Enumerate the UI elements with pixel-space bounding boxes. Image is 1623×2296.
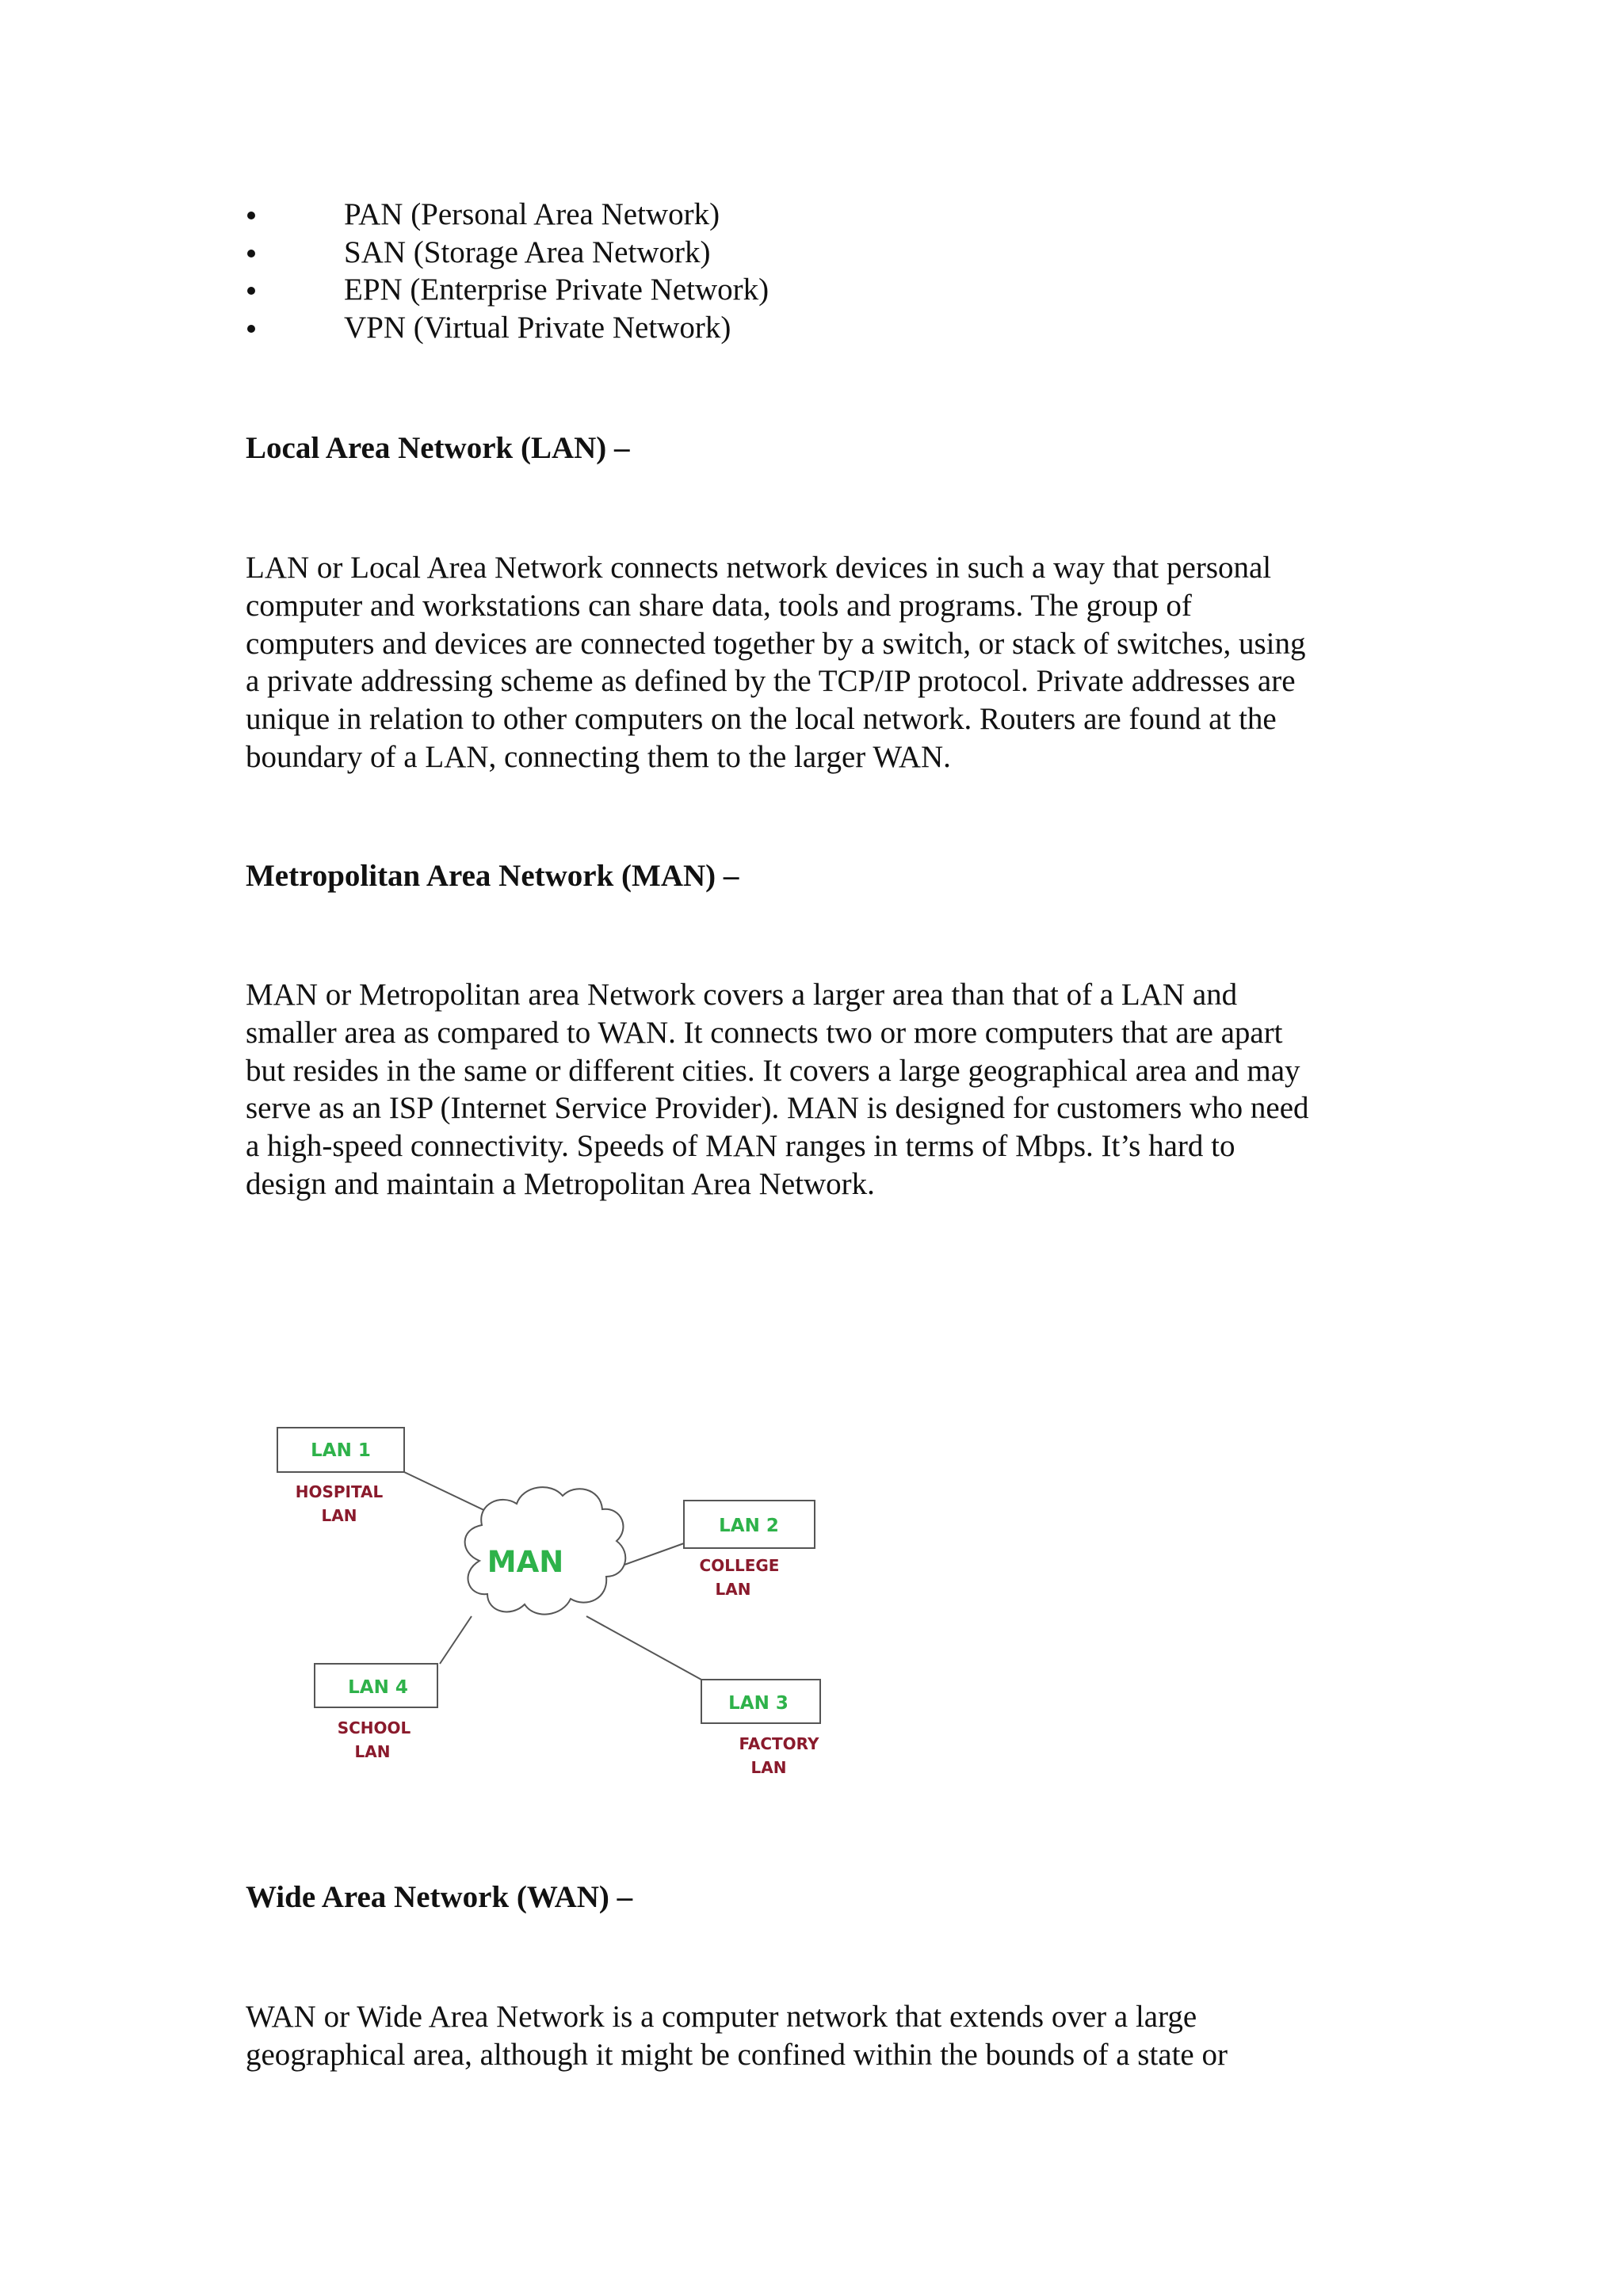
bullet-icon [247,250,255,257]
lan1-label: LAN 1 [311,1440,371,1461]
man-diagram-svg [269,1418,840,1791]
lan1-caption: HOSPITAL [295,1482,384,1501]
list-item [246,196,769,234]
bullet-icon [247,287,255,295]
man-heading: Metropolitan Area Network (MAN) – [246,859,739,893]
lan4-caption: LAN [354,1742,391,1761]
link-line-lan3 [586,1616,701,1680]
cloud-label: MAN [487,1545,564,1579]
wan-paragraph [246,1998,1387,2074]
paragraph-line: serve as an ISP (Internet Service Provider). MAN is designed for customers who need [246,1091,1309,1126]
paragraph-line: a private addressing scheme as defined by the TCP/IP protocol. Private addresses are [246,664,1296,699]
cloud-icon [465,1487,626,1614]
lan1-caption: LAN [321,1506,357,1525]
lan2-caption: LAN [715,1580,751,1599]
lan2-label: LAN 2 [719,1516,779,1536]
bullet-icon [247,212,255,219]
bullet-icon [247,325,255,333]
list-item-text: VPN (Virtual Private Network) [344,310,731,345]
paragraph-line: LAN or Local Area Network connects network devices in such a way that personal [246,551,1272,585]
list-item-text: SAN (Storage Area Network) [344,235,711,269]
list-item [246,234,769,272]
list-item [246,309,769,347]
paragraph-line: smaller area as compared to WAN. It connects two or more computers that are apart [246,1015,1283,1050]
paragraph-line: WAN or Wide Area Network is a computer network that extends over a large [246,2000,1197,2034]
man-paragraph [246,976,1387,1203]
list-item-text: EPN (Enterprise Private Network) [344,273,769,307]
paragraph-line: but resides in the same or different cities. It covers a large geographical area and may [246,1053,1300,1088]
link-line-lan4 [440,1616,472,1664]
list-item [246,271,769,309]
lan3-label: LAN 3 [728,1693,789,1714]
paragraph-line: unique in relation to other computers on the local network. Routers are found at the [246,702,1277,737]
lan3-caption: FACTORY [739,1734,819,1753]
paragraph-line: computers and devices are connected together by a switch, or stack of switches, using [246,626,1306,661]
paragraph-line: MAN or Metropolitan area Network covers a larger area than that of a LAN and [246,978,1238,1012]
paragraph-line: geographical area, although it might be confined within the bounds of a state or [246,2037,1228,2072]
lan3-caption: LAN [750,1758,787,1777]
paragraph-line: design and maintain a Metropolitan Area Network. [246,1166,875,1201]
paragraph-line: computer and workstations can share data, tools and programs. The group of [246,588,1192,623]
lan4-caption: SCHOOL [337,1718,411,1737]
list-item-text: PAN (Personal Area Network) [344,197,720,231]
lan-heading: Local Area Network (LAN) – [246,431,630,465]
man-diagram [269,1418,840,1791]
paragraph-line: boundary of a LAN, connecting them to the larger WAN. [246,739,951,774]
network-types-list [246,196,769,346]
lan-paragraph [246,549,1387,776]
paragraph-line: a high-speed connectivity. Speeds of MAN ranges in terms of Mbps. It’s hard to [246,1129,1235,1164]
lan2-caption: COLLEGE [699,1556,780,1575]
wan-heading: Wide Area Network (WAN) – [246,1880,633,1914]
lan4-label: LAN 4 [348,1677,408,1698]
